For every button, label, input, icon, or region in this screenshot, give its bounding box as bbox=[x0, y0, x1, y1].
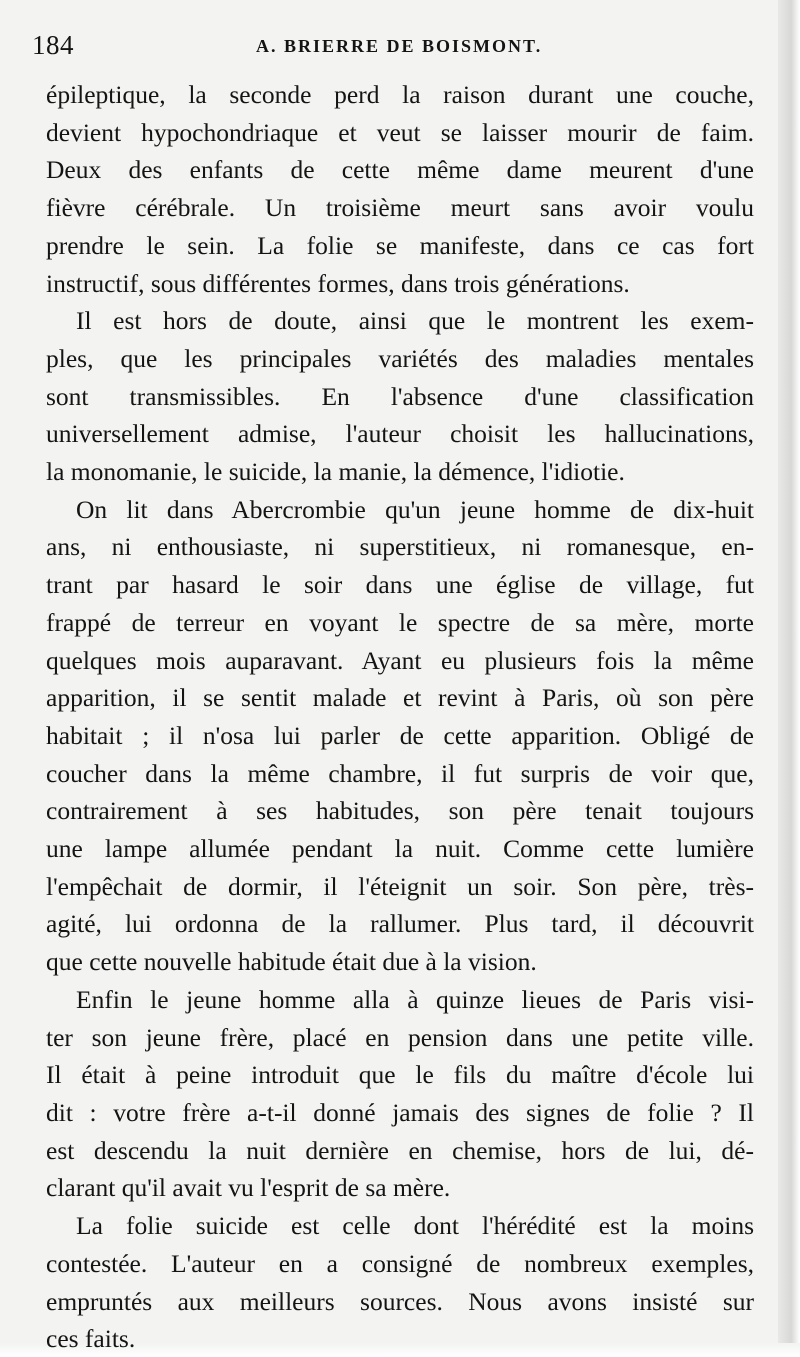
text-line: apparition, il se sentit malade et revint à Paris, où son père bbox=[46, 683, 754, 713]
text-line: clarant qu'il avait vu l'esprit de sa mère. bbox=[46, 1173, 451, 1203]
running-header bbox=[32, 26, 732, 66]
text-line: On lit dans Abercrombie qu'un jeune homme de dix-huit bbox=[76, 494, 754, 524]
text-line: sont transmissibles. En l'absence d'une classification bbox=[46, 381, 754, 411]
text-line: La folie suicide est celle dont l'hérédité est la moins bbox=[76, 1211, 754, 1241]
text-line: frappé de terreur en voyant le spectre de sa mère, morte bbox=[46, 607, 754, 637]
text-line: l'empêchait de dormir, il l'éteignit un soir. Son père, très- bbox=[46, 871, 754, 901]
text-line: épileptique, la seconde perd la raison durant une couche, bbox=[46, 80, 754, 109]
text-line: Deux des enfants de cette même dame meurent d'une bbox=[46, 155, 754, 185]
text-line: coucher dans la même chambre, il fut surpris de voir que, bbox=[46, 758, 754, 788]
text-line: ter son jeune frère, placé en pension dans une petite ville. bbox=[46, 1022, 754, 1052]
text-line: ces faits. bbox=[46, 1324, 136, 1354]
text-line: universellement admise, l'auteur choisit les hallucinations, bbox=[46, 419, 754, 449]
text-line: prendre le sein. La folie se manifeste, dans ce cas fort bbox=[46, 230, 754, 260]
text-line: trant par hasard le soir dans une église de village, fut bbox=[46, 570, 754, 600]
text-line: que cette nouvelle habitude était due à la vision. bbox=[46, 947, 537, 977]
text-line: la monomanie, le suicide, la manie, la démence, l'idiotie. bbox=[46, 457, 625, 487]
text-line: empruntés aux meilleurs sources. Nous avons insisté sur bbox=[46, 1286, 754, 1316]
text-line: quelques mois auparavant. Ayant eu plusieurs fois la même bbox=[46, 645, 754, 675]
page-edge-shadow bbox=[778, 0, 800, 1357]
text-line: habitait ; il n'osa lui parler de cette apparition. Obligé de bbox=[46, 720, 754, 750]
text-line: instructif, sous différentes formes, dans trois générations. bbox=[46, 268, 630, 298]
text-line: est descendu la nuit dernière en chemise, hors de lui, dé- bbox=[46, 1135, 754, 1165]
text-line: contrairement à ses habitudes, son père tenait toujours bbox=[46, 796, 754, 826]
text-line: agité, lui ordonna de la rallumer. Plus tard, il découvrit bbox=[46, 909, 754, 939]
running-title: A. BRIERRE DE BOISMONT. bbox=[256, 36, 543, 56]
text-line: ans, ni enthousiaste, ni superstitieux, ni romanesque, en- bbox=[46, 532, 754, 562]
page-number: 184 bbox=[32, 30, 74, 60]
text-line: fièvre cérébrale. Un troisième meurt sans avoir voulu bbox=[46, 193, 754, 223]
text-line: devient hypochondriaque et veut se laisser mourir de faim. bbox=[46, 117, 754, 147]
text-line: dit : votre frère a-t-il donné jamais des signes de folie ? Il bbox=[46, 1097, 754, 1127]
text-line: Il était à peine introduit que le fils du maître d'école lui bbox=[46, 1060, 754, 1090]
text-line: Il est hors de doute, ainsi que le montrent les exem- bbox=[76, 306, 754, 336]
text-line: contestée. L'auteur en a consigné de nombreux exemples, bbox=[46, 1248, 754, 1278]
text-line: Enfin le jeune homme alla à quinze lieues de Paris visi- bbox=[76, 984, 754, 1014]
text-line: ples, que les principales variétés des maladies mentales bbox=[46, 343, 754, 373]
body-text bbox=[46, 76, 754, 1357]
text-line: une lampe allumée pendant la nuit. Comme cette lumière bbox=[46, 834, 754, 864]
